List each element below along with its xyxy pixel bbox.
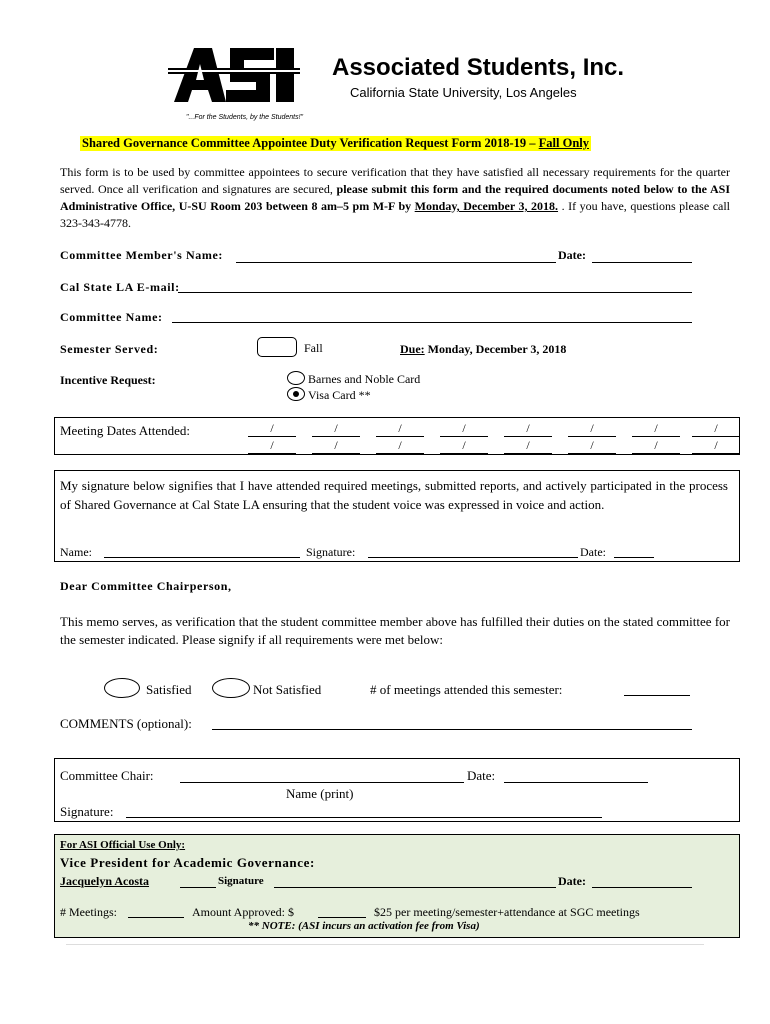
chair-signature-line[interactable] [126, 817, 602, 818]
fall-label: Fall [304, 341, 323, 355]
chair-label: Committee Chair: [60, 768, 154, 783]
date-cell-8[interactable]: / [692, 422, 740, 437]
attestation-name-line[interactable] [104, 557, 300, 558]
date-cell-4[interactable]: / [440, 422, 488, 437]
intro-paragraph [60, 164, 730, 232]
attestation-date-line[interactable] [614, 557, 654, 558]
incentive-label: Incentive Request: [60, 373, 156, 387]
email-label: Cal State LA E-mail: [60, 280, 180, 294]
attestation-signature-label: Signature: [306, 545, 356, 559]
email-line[interactable] [178, 292, 692, 293]
date-cell-16[interactable]: / [692, 439, 740, 454]
not-satisfied-radio[interactable] [212, 678, 250, 698]
official-meetings-line[interactable] [128, 917, 184, 918]
committee-name-label: Committee Name: [60, 310, 163, 324]
not-satisfied-label: Not Satisfied [253, 682, 322, 697]
official-signature-label: Signature [218, 875, 264, 887]
date-cell-6[interactable]: / [568, 422, 616, 437]
due-block [400, 342, 566, 357]
meeting-dates-grid [248, 422, 740, 456]
chair-salutation: Dear Committee Chairperson, [60, 579, 232, 593]
attestation-signature-line[interactable] [368, 557, 578, 558]
official-date-line[interactable] [592, 887, 692, 888]
intro-text-bold: please submit this form and the required documents noted below to the ASI Administrative Office, U-SU Room 203 between 8 am–5 pm M-F by [60, 182, 731, 213]
vp-name-line [180, 887, 216, 888]
member-date-line[interactable] [592, 262, 692, 263]
date-cell-14[interactable]: / [568, 439, 616, 454]
meetings-count-line[interactable] [624, 695, 690, 696]
official-rate-text: $25 per meeting/semester+attendance at SGC meetings [374, 905, 640, 919]
vp-title: Vice President for Academic Governance: [60, 855, 315, 870]
official-amount-label: Amount Approved: $ [192, 905, 294, 919]
attestation-name-label: Name: [60, 545, 92, 559]
date-cell-9[interactable]: / [248, 439, 296, 454]
barnes-radio[interactable] [287, 371, 305, 385]
intro-deadline: Monday, December 3, 2018. [414, 199, 559, 213]
attestation-date-label: Date: [580, 545, 606, 559]
satisfied-radio[interactable] [104, 678, 140, 698]
semester-label: Semester Served: [60, 342, 159, 356]
meetings-count-label: # of meetings attended this semester: [370, 682, 563, 697]
official-note: ** NOTE: (ASI incurs an activation fee from Visa) [248, 920, 480, 932]
asi-logo [168, 44, 300, 104]
date-cell-3[interactable]: / [376, 422, 424, 437]
visa-radio[interactable] [287, 387, 305, 401]
date-cell-1[interactable]: / [248, 422, 296, 437]
date-cell-7[interactable]: / [632, 422, 680, 437]
form-title-main: Shared Governance Committee Appointee Duty Verification Request Form 2018-19 – [82, 136, 536, 150]
comments-line[interactable] [212, 729, 692, 730]
committee-name-line[interactable] [172, 322, 692, 323]
date-cell-15[interactable]: / [632, 439, 680, 454]
member-name-line[interactable] [236, 262, 556, 263]
chair-sign-box [54, 758, 740, 822]
intro-text-2: . If you have, questions please call 323-343-4778. [60, 199, 731, 230]
date-cell-12[interactable]: / [440, 439, 488, 454]
official-amount-line[interactable] [318, 917, 366, 918]
date-cell-11[interactable]: / [376, 439, 424, 454]
intro-text-1: This form is to be used by committee appointees to secure verification that they have satisfied all necessary requirements for the quarter served. Once all verification and signatures are secured, [60, 165, 730, 196]
barnes-label: Barnes and Noble Card [308, 372, 421, 386]
due-date: Monday, December 3, 2018 [427, 342, 567, 356]
official-date-label: Date: [558, 874, 586, 888]
official-meetings-label: # Meetings: [60, 905, 117, 919]
date-cell-13[interactable]: / [504, 439, 552, 454]
meeting-dates-label: Meeting Dates Attended: [60, 423, 190, 438]
official-heading: For ASI Official Use Only: [60, 839, 186, 851]
fall-checkbox[interactable] [257, 337, 297, 357]
chair-name-line[interactable] [180, 782, 464, 783]
member-name-label: Committee Member's Name: [60, 248, 223, 262]
chair-print-label: Name (print) [286, 786, 354, 801]
chair-signature-label: Signature: [60, 804, 114, 819]
chair-memo-body: This memo serves, as verification that the student committee member above has fulfilled their duties on the stated committee for the semester indicated. Please signify if all requirements were met below: [60, 614, 730, 647]
university-name: California State University, Los Angeles [350, 85, 577, 100]
satisfied-label: Satisfied [146, 682, 192, 697]
visa-radio-dot [293, 391, 299, 397]
org-name: Associated Students, Inc. [332, 54, 625, 81]
date-cell-10[interactable]: / [312, 439, 360, 454]
form-title [80, 136, 591, 151]
vp-name: Jacquelyn Acosta [60, 874, 150, 888]
attestation-text: My signature below signifies that I have attended required meetings, submitted reports, and actively participated in the process of Shared Governance at Cal State LA ensuring that the student voice was expressed in voice and action. [60, 478, 728, 512]
official-signature-line[interactable] [274, 887, 556, 888]
chair-date-label: Date: [467, 768, 496, 783]
comments-label: COMMENTS (optional): [60, 716, 192, 731]
date-cell-5[interactable]: / [504, 422, 552, 437]
member-date-label: Date: [558, 248, 586, 262]
asi-logo-graphic [168, 44, 300, 104]
form-title-term: Fall Only [538, 136, 590, 150]
visa-label: Visa Card ** [308, 388, 371, 402]
date-cell-2[interactable]: / [312, 422, 360, 437]
due-label: Due: [400, 342, 425, 356]
chair-date-line[interactable] [504, 782, 648, 783]
footer-divider [66, 944, 704, 945]
slogan: "...For the Students, by the Students!" [186, 114, 304, 121]
